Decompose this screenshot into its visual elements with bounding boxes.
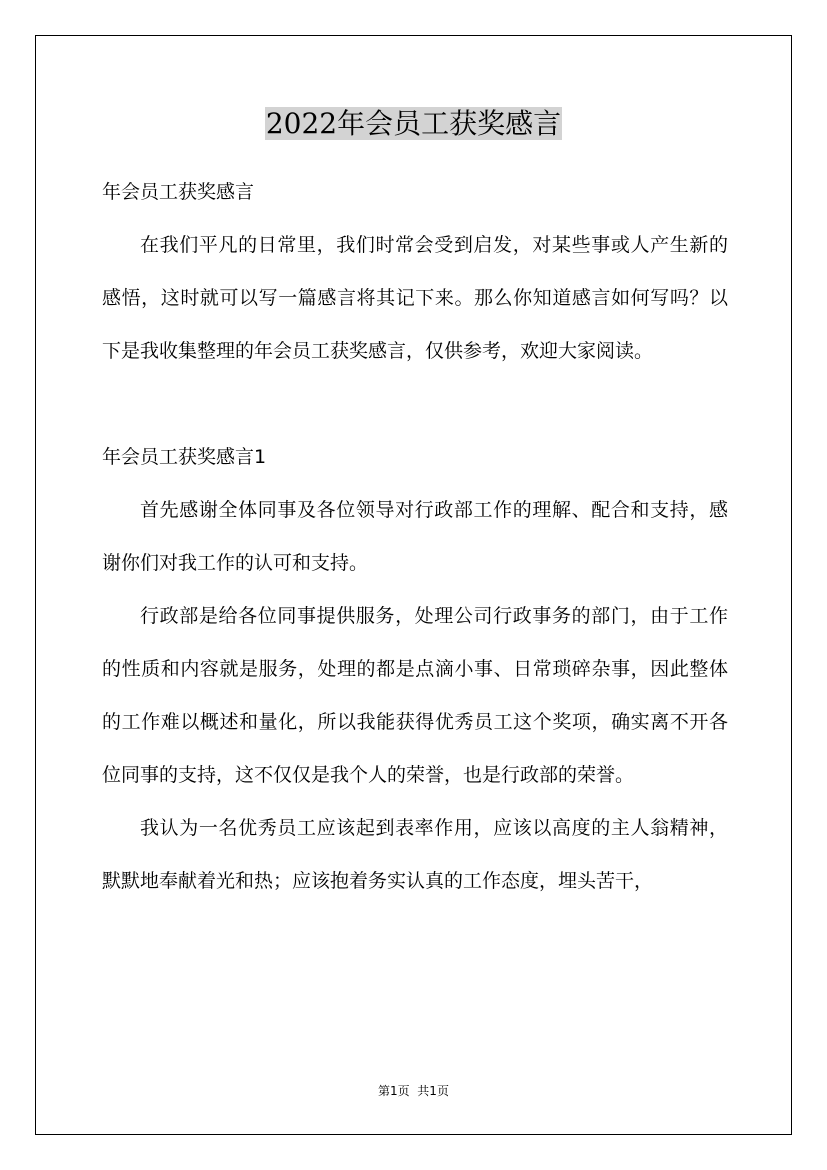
page-number: 第1页 共1页 bbox=[378, 1084, 449, 1098]
body-paragraph: 行政部是给各位同事提供服务，处理公司行政事务的部门，由于工作的性质和内容就是服务，处理的都是点滴小事、日常琐碎杂事，因此整体的工作难以概述和量化，所以我能获得优秀员工这个奖项，确实离不开各位同事的支持，这不仅仅是我个人的荣誉，也是行政部的荣誉。 bbox=[102, 605, 728, 786]
section-spacer bbox=[102, 378, 728, 431]
page-footer bbox=[0, 1081, 827, 1101]
intro-heading: 年会员工获奖感言 bbox=[102, 181, 255, 203]
intro-paragraph: 在我们平凡的日常里，我们时常会受到启发，对某些事或人产生新的感悟，这时就可以写一篇感言将其记下来。那么你知道感言如何写吗？以下是我收集整理的年会员工获奖感言，仅供参考，欢迎大家阅读。 bbox=[102, 234, 728, 362]
document-title-text: 2022年会员工获奖感言 bbox=[265, 107, 562, 140]
document-body bbox=[102, 166, 728, 908]
body-paragraph: 首先感谢全体同事及各位领导对行政部工作的理解、配合和支持，感谢你们对我工作的认可和支持。 bbox=[102, 499, 728, 574]
body-paragraph: 我认为一名优秀员工应该起到表率作用，应该以高度的主人翁精神，默默地奉献着光和热；应该抱着务实认真的工作态度，埋头苦干， bbox=[102, 817, 728, 892]
section-heading: 年会员工获奖感言1 bbox=[102, 446, 267, 468]
document-title bbox=[0, 104, 827, 144]
